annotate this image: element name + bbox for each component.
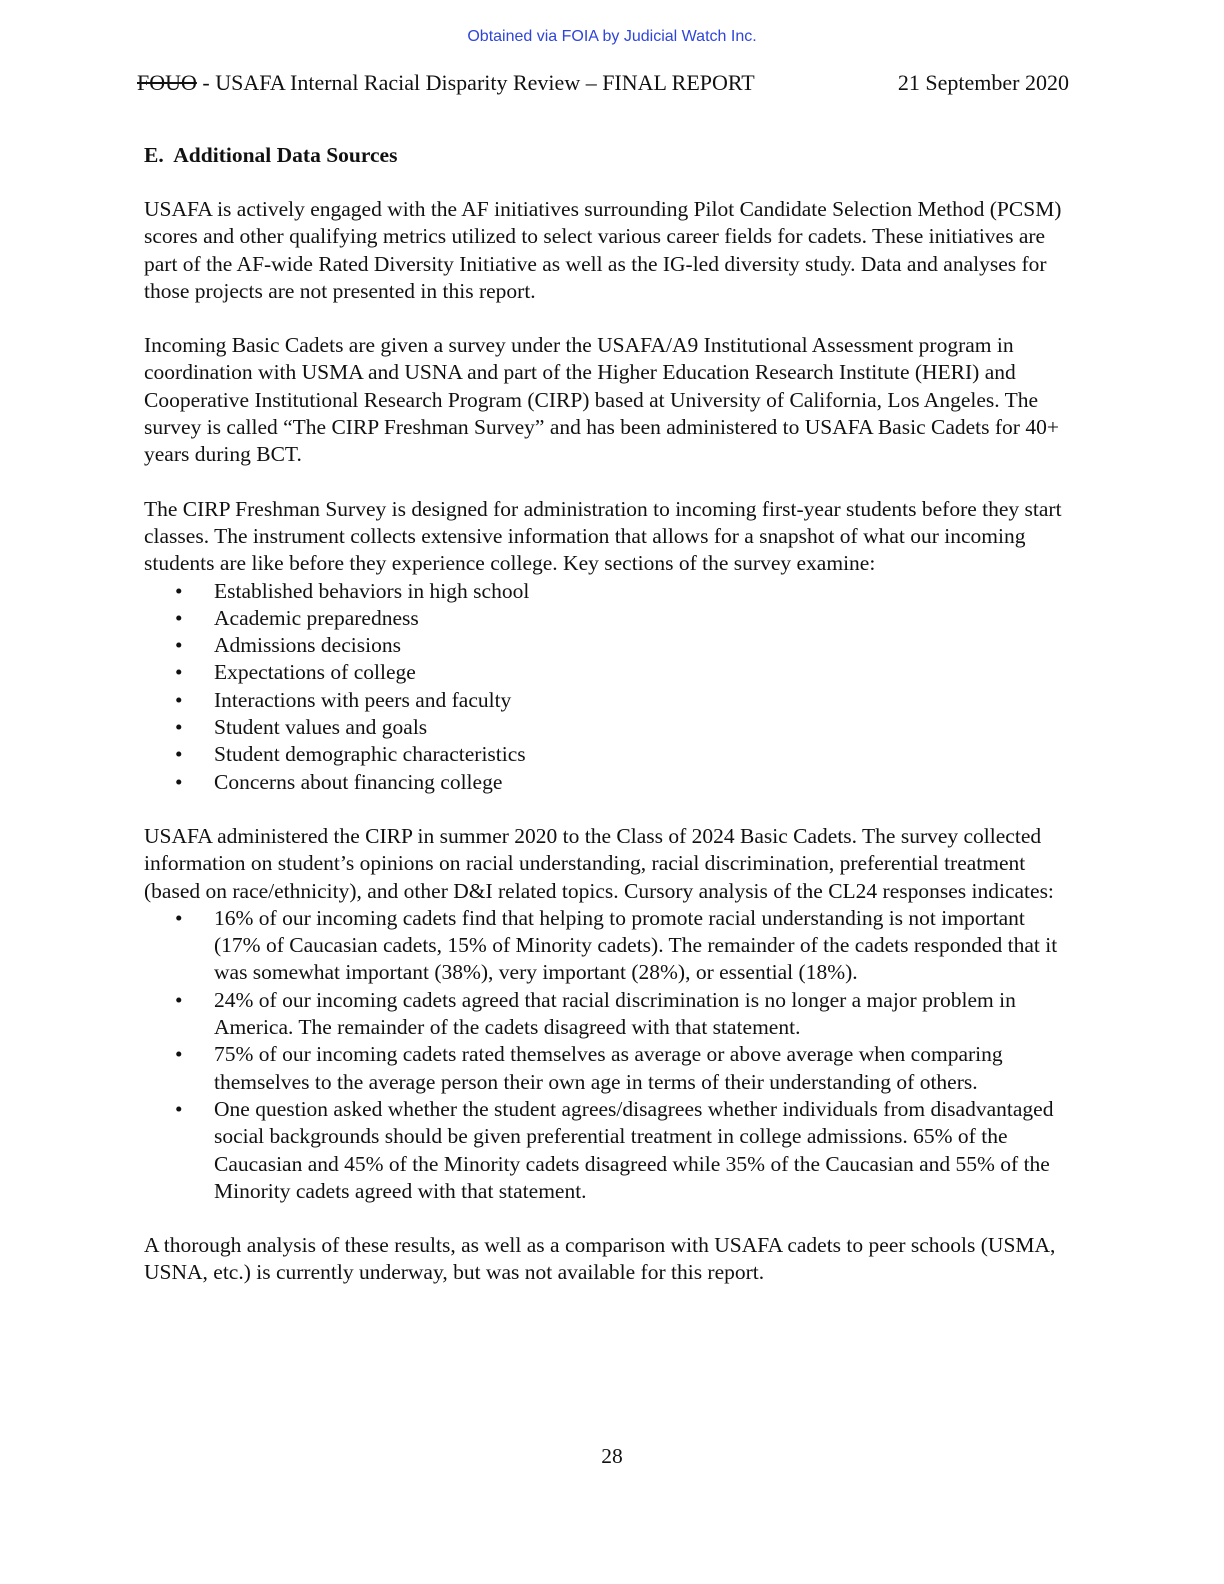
page-number: 28 xyxy=(601,1444,623,1468)
list-item: • Interactions with peers and faculty xyxy=(214,687,1076,714)
list-item: • Established behaviors in high school xyxy=(214,578,1076,605)
results-list xyxy=(144,905,1076,1205)
paragraph-analysis-underway: A thorough analysis of these results, as well as a comparison with USAFA cadets to peer schools (USMA, USNA, etc.) is currently underway, but was not available for this report. xyxy=(144,1233,1056,1285)
paragraph-cirp-intro: Incoming Basic Cadets are given a survey under the USAFA/A9 Institutional Assessment program in coordination with USMA and USNA and part of the Higher Education Research Institute (HERI) and Cooperative Institutional Research Program (CIRP) based at University of California, Los Angeles. The survey is called “The CIRP Freshman Survey” and has been administered to USAFA Basic Cadets for 40+ years during BCT. xyxy=(144,333,1059,467)
list-item: • 16% of our incoming cadets find that helping to promote racial understanding is not important (17% of Caucasian cadets, 15% of Minority cadets). The remainder of the cadets responded that it was somewhat important (38%), very important (28%), or essential (18%). xyxy=(214,905,1076,987)
list-item: • Student values and goals xyxy=(214,714,1076,741)
list-item: • One question asked whether the student agrees/disagrees whether individuals from disadvantaged social backgrounds should be given preferential treatment in college admissions. 65% of the Caucasian and 45% of the Minority cadets disagreed while 35% of the Caucasian and 55% of the Minority cadets agreed with that statement. xyxy=(214,1096,1076,1205)
list-item: • Concerns about financing college xyxy=(214,769,1076,796)
paragraph-cl24-results: USAFA administered the CIRP in summer 2020 to the Class of 2024 Basic Cadets. The survey collected information on student’s opinions on racial understanding, racial discrimination, preferential treatment (based on race/ethnicity), and other D&I related topics. Cursory analysis of the CL24 responses indicates: xyxy=(144,823,1054,903)
paragraph-cirp-design: The CIRP Freshman Survey is designed for administration to incoming first-year students before they start classes. The instrument collects extensive information that allows for a snapshot of what our incoming students are like before they experience college. Key sections of the survey examine: xyxy=(144,496,1062,576)
list-item: • Admissions decisions xyxy=(214,632,1076,659)
report-date: 21 September 2020 xyxy=(897,70,1069,95)
list-item: • 24% of our incoming cadets agreed that racial discrimination is no longer a major problem in America. The remainder of the cadets disagreed with that statement. xyxy=(214,987,1076,1042)
foia-watermark: Obtained via FOIA by Judicial Watch Inc. xyxy=(467,28,757,45)
classification-marking: FOUO xyxy=(137,70,197,95)
paragraph-pcsm: USAFA is actively engaged with the AF initiatives surrounding Pilot Candidate Selection Method (PCSM) scores and other qualifying metrics utilized to select various career fields for cadets. These initiatives are part of the AF-wide Rated Diversity Initiative as well as the IG-led diversity study. Data and analyses for those projects are not presented in this report. xyxy=(144,197,1062,303)
list-item: • Student demographic characteristics xyxy=(214,741,1076,768)
list-item: • 75% of our incoming cadets rated themselves as average or above average when comparing themselves to the average person their own age in terms of their understanding of others. xyxy=(214,1041,1076,1096)
section-heading: E. Additional Data Sources xyxy=(144,143,398,167)
list-item: • Academic preparedness xyxy=(214,605,1076,632)
list-item: • Expectations of college xyxy=(214,659,1076,686)
report-title: USAFA Internal Racial Disparity Review – FINAL REPORT xyxy=(215,70,755,95)
page-header xyxy=(137,70,1069,100)
survey-sections-list xyxy=(144,578,1076,796)
section-body xyxy=(144,142,1076,1314)
header-separator: - xyxy=(196,70,216,95)
